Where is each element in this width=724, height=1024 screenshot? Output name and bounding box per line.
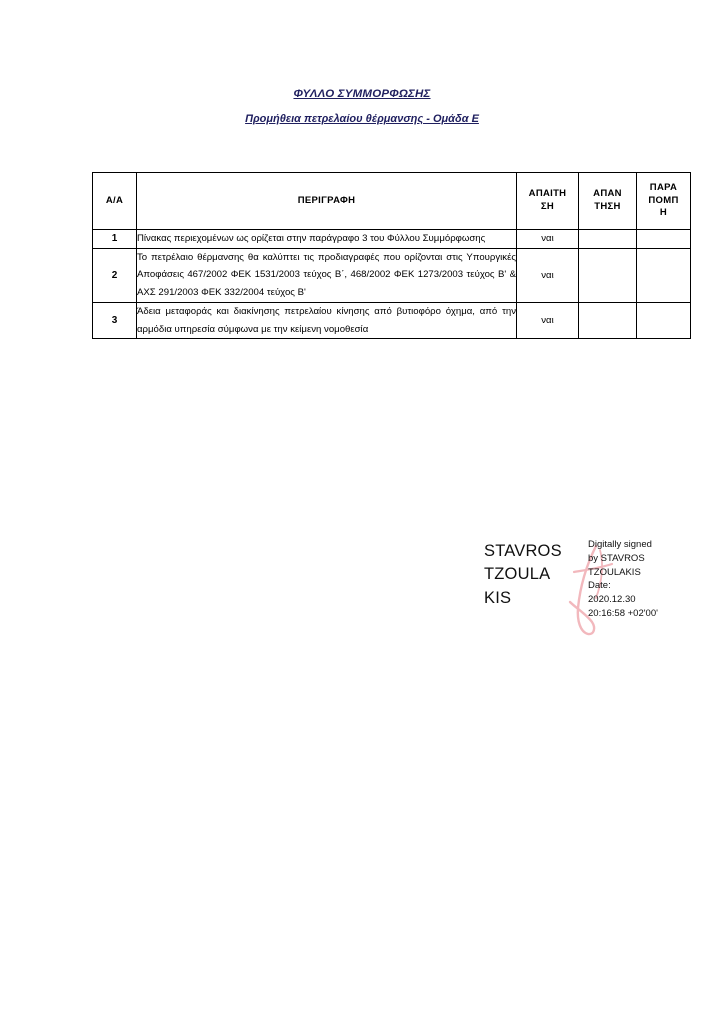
column-header-reference-line1: ΠΑΡΑ xyxy=(649,181,678,193)
signature-details-line6: 20:16:58 +02'00' xyxy=(588,607,658,619)
row-number: 3 xyxy=(93,302,137,338)
row-answer[interactable] xyxy=(579,248,637,302)
column-header-reference-line3: Η xyxy=(659,207,668,219)
column-header-reference xyxy=(637,173,691,230)
row-number: 1 xyxy=(93,230,137,249)
signature-details-line5: 2020.12.30 xyxy=(588,594,636,606)
column-header-reference-line2: ΠΟΜΠ xyxy=(648,194,679,206)
row-reference[interactable] xyxy=(637,230,691,249)
row-answer[interactable] xyxy=(579,230,637,249)
table-row xyxy=(93,248,691,302)
table-body xyxy=(93,230,691,339)
row-answer[interactable] xyxy=(579,302,637,338)
signature-name-line3: KIS xyxy=(484,588,512,607)
row-reference[interactable] xyxy=(637,302,691,338)
page-title: ΦΥΛΛΟ ΣΥΜΜΟΡΦΩΣΗΣ xyxy=(293,88,431,100)
row-requirement: ναι xyxy=(517,248,579,302)
row-description: Άδεια μεταφοράς και διακίνησης πετρελαίου κίνησης από βυτιοφόρο όχημα, από την αρμόδια υπηρεσία σύμφωνα με την κείμενη νομοθεσία xyxy=(137,302,517,338)
column-header-answer-line2: ΤΗΣΗ xyxy=(594,201,621,212)
row-number: 2 xyxy=(93,248,137,302)
column-header-requirement xyxy=(517,173,579,230)
signature-details xyxy=(588,538,700,621)
compliance-table-container xyxy=(92,172,690,339)
column-header-answer-line1: ΑΠΑΝ xyxy=(593,188,622,200)
table-header xyxy=(93,173,691,230)
signature-name-line1: STAVROS xyxy=(484,542,562,560)
table-row xyxy=(93,230,691,249)
row-description: Πίνακας περιεχομένων ως ορίζεται στην παράγραφο 3 του Φύλλου Συμμόρφωσης xyxy=(137,230,517,249)
signature-name xyxy=(484,540,596,610)
row-description: Το πετρέλαιο θέρμανσης θα καλύπτει τις προδιαγραφές που ορίζονται στις Υπουργικές Αποφάσεις 467/2002 ΦΕΚ 1531/2003 τεύχος Β΄, 468/2002 ΦΕΚ 1273/2003 τεύχος Β' & ΑΧΣ 291/2003 ΦΕΚ 332/2004 τεύχος Β' xyxy=(137,248,517,302)
column-header-aa-label: Α/Α xyxy=(105,194,124,206)
digital-signature-stamp xyxy=(484,536,694,640)
table-row xyxy=(93,302,691,338)
column-header-description-label: ΠΕΡΙΓΡΑΦΗ xyxy=(297,194,356,206)
column-header-aa xyxy=(93,173,137,230)
signature-details-line2: by STAVROS xyxy=(588,552,645,564)
page-subtitle: Προμήθεια πετρελαίου θέρμανσης - Ομάδα Ε xyxy=(245,113,479,125)
signature-details-line1: Digitally signed xyxy=(588,539,652,550)
signature-details-line4: Date: xyxy=(588,580,611,592)
column-header-requirement-line1: ΑΠΑΙΤΗ xyxy=(528,188,567,200)
signature-name-line2: TZOULA xyxy=(484,565,551,584)
column-header-answer xyxy=(579,173,637,230)
column-header-description xyxy=(137,173,517,230)
column-header-requirement-line2: ΣΗ xyxy=(540,201,555,212)
table-header-row xyxy=(93,173,691,230)
signature-details-line3: TZOULAKIS xyxy=(588,566,641,578)
row-requirement: ναι xyxy=(517,302,579,338)
row-requirement: ναι xyxy=(517,230,579,249)
row-reference[interactable] xyxy=(637,248,691,302)
compliance-table xyxy=(92,172,691,339)
